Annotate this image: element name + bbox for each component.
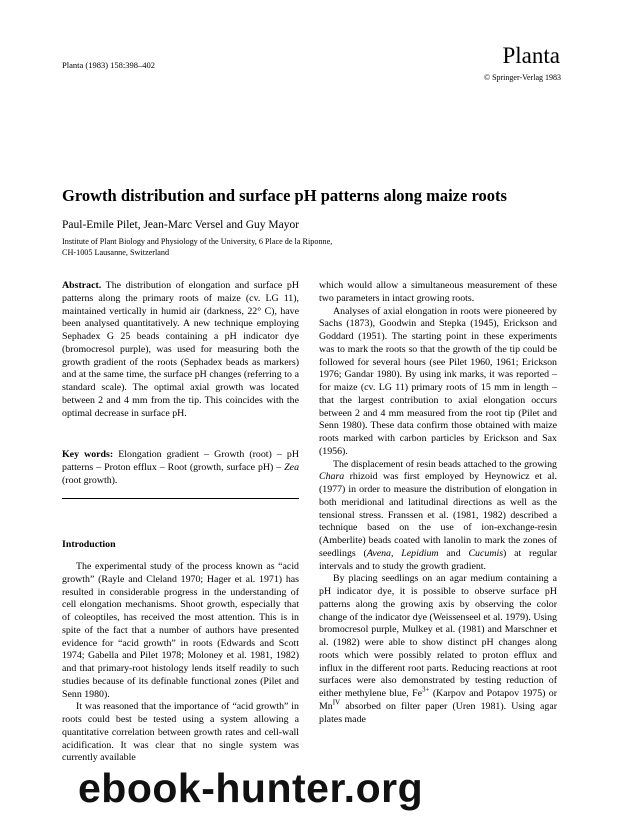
author-affiliation: [62, 236, 332, 258]
keywords-paragraph: [62, 449, 299, 487]
affiliation-line-1: Institute of Plant Biology and Physiology of the University, 6 Place de la Riponne,: [62, 237, 333, 246]
p3-text-a: The displacement of resin beads attached to the growing: [333, 458, 557, 470]
right-paragraph-1: which would allow a simultaneous measurement of these two parameters in intact growing roots.: [319, 280, 557, 304]
p4-text-b: (Karpov and Potapov 1975) or Mn: [319, 688, 557, 712]
abstract-text: The distribution of elongation and surface pH patterns along the primary roots of maize (cv. LG 11), maintained vertically in humid air (darkness, 22° C), have been analysed quantitatively. A new technique employing Sephadex G 25 beads containing a pH indicator dye (bromocresol purple), was used for measuring both the growth gradient of the roots (Sephadex beads as markers) and at the same time, the surface pH changes (referring to a standard scale). The optimal axial growth was located between 2 and 4 mm from the tip. This coincides with the optimal decrease in surface pH.: [62, 280, 299, 419]
right-paragraph-2: Analyses of axial elongation in roots were pioneered by Sachs (1873), Goodwin and Stepka (1945), Erickson and Goddard (1951). The starting point in these experiments was to mark the roots so that the growth of the tip could be followed for several hours (see Pilet 1960, 1961; Erickson 1976; Gandar 1980). By using ink marks, it was reported – for maize (cv. LG 11) primary roots of 15 mm in length – that the largest contribution to axial elongation occurs between 2 and 4 mm measured from the root tip (Pilet and Senn 1980). These data confirm those obtained with maize roots marked with carbon particles by Erickson and Sax (1956).: [319, 305, 557, 457]
keywords-text: Elongation gradient – Growth (root) – pH patterns – Proton efflux – Root (growth, surface pH) –: [62, 449, 299, 473]
keywords-text-end: (root growth).: [62, 474, 118, 486]
watermark: ebook-hunter.org: [78, 765, 424, 811]
p3-genera: Avena, Lepidium: [366, 547, 439, 559]
copyright-notice: © Springer-Verlag 1983: [483, 73, 561, 82]
abstract-label: Abstract.: [62, 280, 102, 291]
p3-chara: Chara: [319, 471, 345, 483]
right-paragraph-4: [319, 573, 557, 726]
article-title: Growth distribution and surface pH patterns along maize roots: [62, 186, 507, 205]
p3-text-b: rhizoid was first employed by Heynowicz et al. (1977) in order to measure the distribution of elongation in both meridional and latitudinal directions as well as the tensional stress. Franssen et al. (1981, 1982) described a technique based on the use of ion-exchange-resin (Amberlite) beads coated with lanolin to mark the zones of seedlings (: [319, 471, 557, 559]
introduction-heading: Introduction: [62, 539, 116, 550]
abstract-block: [62, 280, 299, 420]
right-column: [319, 280, 557, 726]
journal-reference: Planta (1983) 158:398–402: [62, 60, 156, 70]
introduction-paragraph-2: It was reasoned that the importance of “acid growth” in roots could best be tested using a system allowing a quantitative correlation between growth rates and cell-wall acidification. It was clear that no single system was currently available: [62, 701, 299, 764]
introduction-body: [62, 561, 299, 765]
keywords-zea: Zea: [284, 461, 299, 473]
p3-text-c: ) at regular intervals and to study the growth gradient.: [319, 547, 558, 572]
keywords-block: [62, 449, 299, 487]
p4-text-a: By placing seedlings on an agar medium containing a pH indicator dye, it is possible to observe surface pH patterns along the growing axis by observing the color change of the indicator dye (Weissenseel et al. 1979). Using bromocresol purple, Mulkey et al. (1981) and Marschner et al. (1982) were able to show distinct pH changes along roots which were possibly related to proton efflux and influx in the different root parts. Reducing reactions at root surfaces were also demonstrated by testing reduction of either methylene blue, Fe: [319, 573, 557, 699]
p4-text-c: absorbed on filter paper (Uren 1981). Using agar plates made: [319, 700, 557, 725]
p3-cucumis: Cucumis: [468, 547, 504, 559]
keywords-label: Key words:: [62, 449, 114, 460]
abstract-paragraph: [62, 280, 299, 420]
mn-superscript: IV: [332, 698, 341, 707]
journal-logo: Planta: [502, 43, 560, 68]
affiliation-line-2: CH-1005 Lausanne, Switzerland: [62, 248, 170, 257]
introduction-paragraph-1: The experimental study of the process known as “acid growth” (Rayle and Cleland 1970; Hager et al. 1971) has resulted in considerable progress in the understanding of cell elongation mechanisms. Shoot growth, especially that of coleoptiles, has received the most attention. This is in spite of the fact that a number of authors have presented evidence for “acid growth” in roots (Edwards and Scott 1974; Gabella and Pilet 1978; Moloney et al. 1981, 1982) and that primary-root histology lends itself readily to such studies because of its definable functional zones (Pilet and Senn 1980).: [62, 561, 299, 700]
p3-and: and: [446, 547, 461, 559]
article-authors: Paul-Emile Pilet, Jean-Marc Versel and Guy Mayor: [62, 219, 300, 231]
right-paragraph-3: [319, 459, 557, 574]
section-divider: [62, 498, 299, 499]
fe-superscript: 3+: [422, 685, 430, 694]
